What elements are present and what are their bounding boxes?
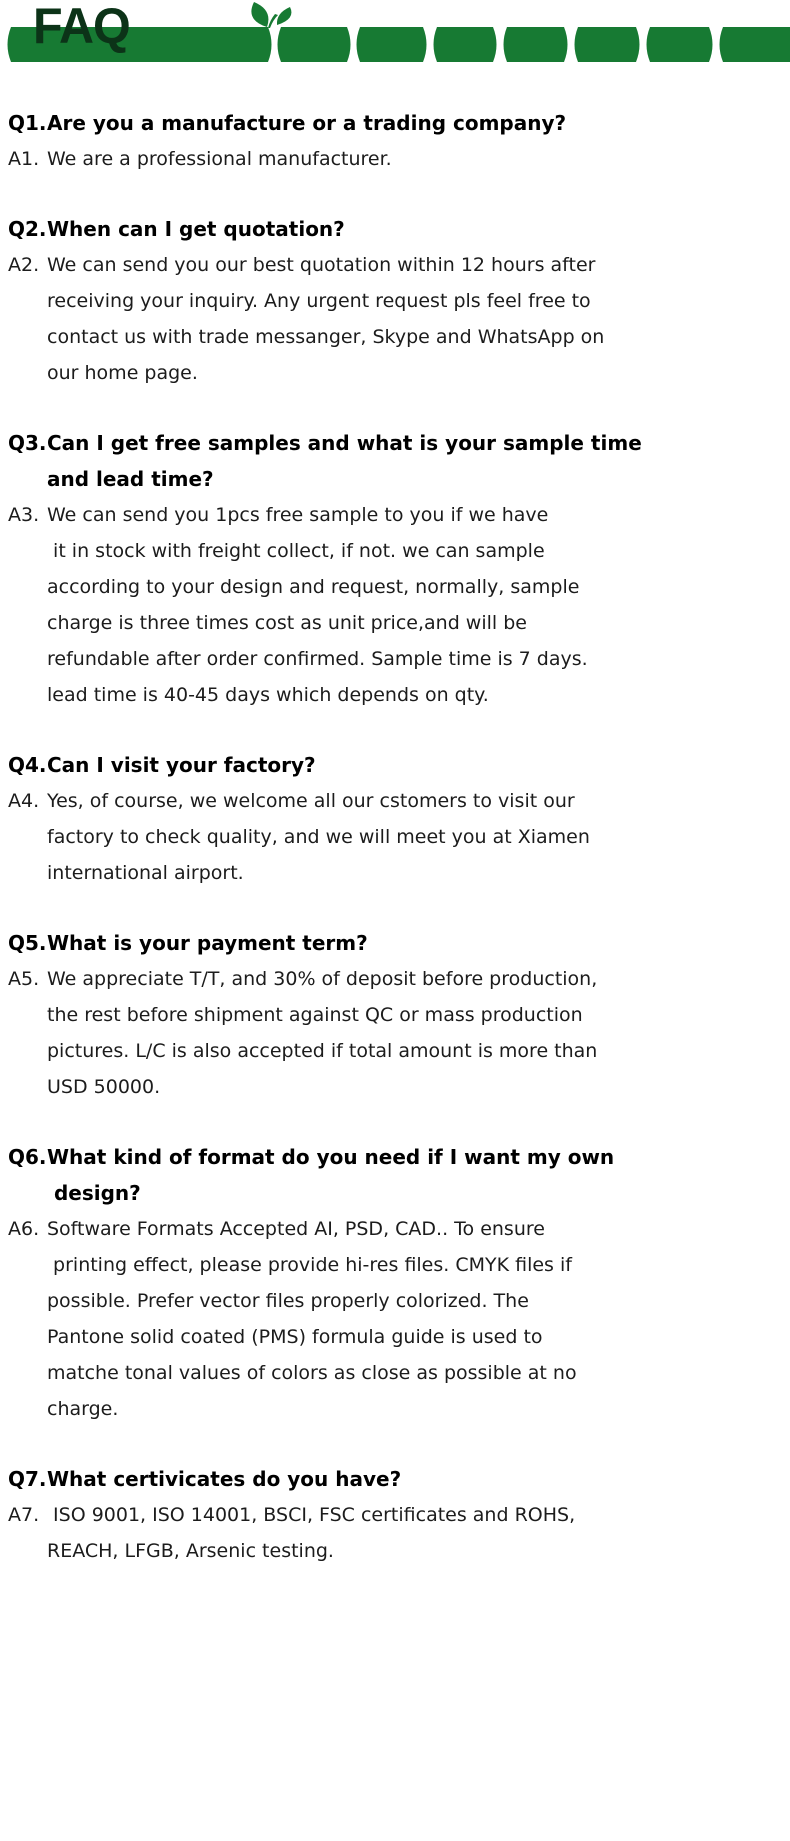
- question-label: Q6.: [8, 1145, 47, 1169]
- answer-lines: [47, 497, 782, 713]
- answer-label: A4.: [8, 790, 40, 812]
- answer-label: A1.: [8, 148, 40, 170]
- faq-sections: [0, 105, 790, 1569]
- answer-label: A2.: [8, 254, 40, 276]
- answer-line: according to your design and request, normally, sample: [47, 576, 580, 598]
- answer-line: refundable after order confirmed. Sample time is 7 days.: [47, 648, 588, 670]
- bamboo-leaf-stem: [268, 14, 278, 28]
- question-lines: [47, 925, 782, 961]
- question-row: [8, 1139, 782, 1211]
- answer-label: A5.: [8, 968, 40, 990]
- question-line: and lead time?: [47, 467, 214, 491]
- answer-lines: [47, 1497, 782, 1569]
- question-row: [8, 747, 782, 783]
- answer-row: [8, 1211, 782, 1427]
- answer-lines: [47, 783, 782, 891]
- answer-line: factory to check quality, and we will meet you at Xiamen: [47, 826, 590, 848]
- question-lines: [47, 425, 782, 497]
- answer-lines: [47, 1211, 782, 1427]
- answer-line: ISO 9001, ISO 14001, BSCI, FSC certificates and ROHS,: [47, 1504, 576, 1526]
- answer-line: Software Formats Accepted AI, PSD, CAD.. To ensure: [47, 1218, 545, 1240]
- bamboo-segment: [720, 27, 790, 62]
- faq-header: [0, 0, 790, 64]
- answer-line: REACH, LFGB, Arsenic testing.: [47, 1540, 334, 1562]
- answer-label: A3.: [8, 504, 40, 526]
- answer-line: our home page.: [47, 362, 198, 384]
- answer-line: We can send you our best quotation within 12 hours after: [47, 254, 596, 276]
- question-lines: [47, 105, 782, 141]
- faq-section: [8, 1139, 782, 1427]
- answer-line: lead time is 40-45 days which depends on qty.: [47, 684, 489, 706]
- question-label: Q1.: [8, 111, 47, 135]
- question-row: [8, 425, 782, 497]
- answer-line: charge is three times cost as unit price,and will be: [47, 612, 527, 634]
- faq-section: [8, 425, 782, 713]
- answer-lines: [47, 247, 782, 391]
- answer-line: USD 50000.: [47, 1076, 161, 1098]
- page-title: FAQ: [33, 0, 130, 54]
- question-line: What certivicates do you have?: [47, 1467, 402, 1491]
- answer-line: contact us with trade messanger, Skype and WhatsApp on: [47, 326, 605, 348]
- answer-label: A6.: [8, 1218, 40, 1240]
- bamboo-segment: [278, 27, 351, 62]
- bamboo-leaf-icon: [251, 2, 268, 27]
- answer-line: charge.: [47, 1398, 119, 1420]
- question-row: [8, 105, 782, 141]
- answer-line: pictures. L/C is also accepted if total amount is more than: [47, 1040, 598, 1062]
- bamboo-leaf-icon: [277, 7, 292, 25]
- answer-row: [8, 141, 782, 177]
- answer-lines: [47, 141, 782, 177]
- question-line: What kind of format do you need if I want my own: [47, 1145, 615, 1169]
- question-line: Can I get free samples and what is your sample time: [47, 431, 642, 455]
- question-lines: [47, 747, 782, 783]
- bamboo-segment: [504, 27, 568, 62]
- answer-line: printing effect, please provide hi-res files. CMYK files if: [47, 1254, 572, 1276]
- faq-section: [8, 211, 782, 391]
- bamboo-segment: [647, 27, 713, 62]
- question-label: Q3.: [8, 431, 47, 455]
- faq-section: [8, 747, 782, 891]
- bamboo-segment: [434, 27, 497, 62]
- question-label: Q5.: [8, 931, 47, 955]
- answer-line: We are a professional manufacturer.: [47, 148, 392, 170]
- question-row: [8, 211, 782, 247]
- answer-row: [8, 961, 782, 1105]
- answer-line: it in stock with freight collect, if not. we can sample: [47, 540, 545, 562]
- answer-line: receiving your inquiry. Any urgent request pls feel free to: [47, 290, 591, 312]
- faq-section: [8, 105, 782, 177]
- question-line: Are you a manufacture or a trading company?: [47, 111, 567, 135]
- answer-line: matche tonal values of colors as close as possible at no: [47, 1362, 577, 1384]
- answer-line: Pantone solid coated (PMS) formula guide is used to: [47, 1326, 543, 1348]
- bamboo-segment: [357, 27, 427, 62]
- question-row: [8, 925, 782, 961]
- question-label: Q4.: [8, 753, 47, 777]
- answer-line: possible. Prefer vector files properly colorized. The: [47, 1290, 529, 1312]
- question-label: Q2.: [8, 217, 47, 241]
- answer-row: [8, 1497, 782, 1569]
- question-line: When can I get quotation?: [47, 217, 345, 241]
- answer-label: A7.: [8, 1504, 40, 1526]
- answer-row: [8, 783, 782, 891]
- question-row: [8, 1461, 782, 1497]
- question-lines: [47, 1139, 782, 1211]
- question-line: What is your payment term?: [47, 931, 368, 955]
- answer-row: [8, 497, 782, 713]
- answer-line: the rest before shipment against QC or mass production: [47, 1004, 583, 1026]
- question-line: Can I visit your factory?: [47, 753, 316, 777]
- faq-section: [8, 1461, 782, 1569]
- answer-line: international airport.: [47, 862, 244, 884]
- answer-line: We appreciate T/T, and 30% of deposit before production,: [47, 968, 598, 990]
- question-lines: [47, 211, 782, 247]
- question-line: design?: [47, 1181, 141, 1205]
- answer-lines: [47, 961, 782, 1105]
- bamboo-segment: [575, 27, 640, 62]
- answer-row: [8, 247, 782, 391]
- question-lines: [47, 1461, 782, 1497]
- answer-line: We can send you 1pcs free sample to you if we have: [47, 504, 549, 526]
- answer-line: Yes, of course, we welcome all our cstomers to visit our: [47, 790, 575, 812]
- question-label: Q7.: [8, 1467, 47, 1491]
- faq-section: [8, 925, 782, 1105]
